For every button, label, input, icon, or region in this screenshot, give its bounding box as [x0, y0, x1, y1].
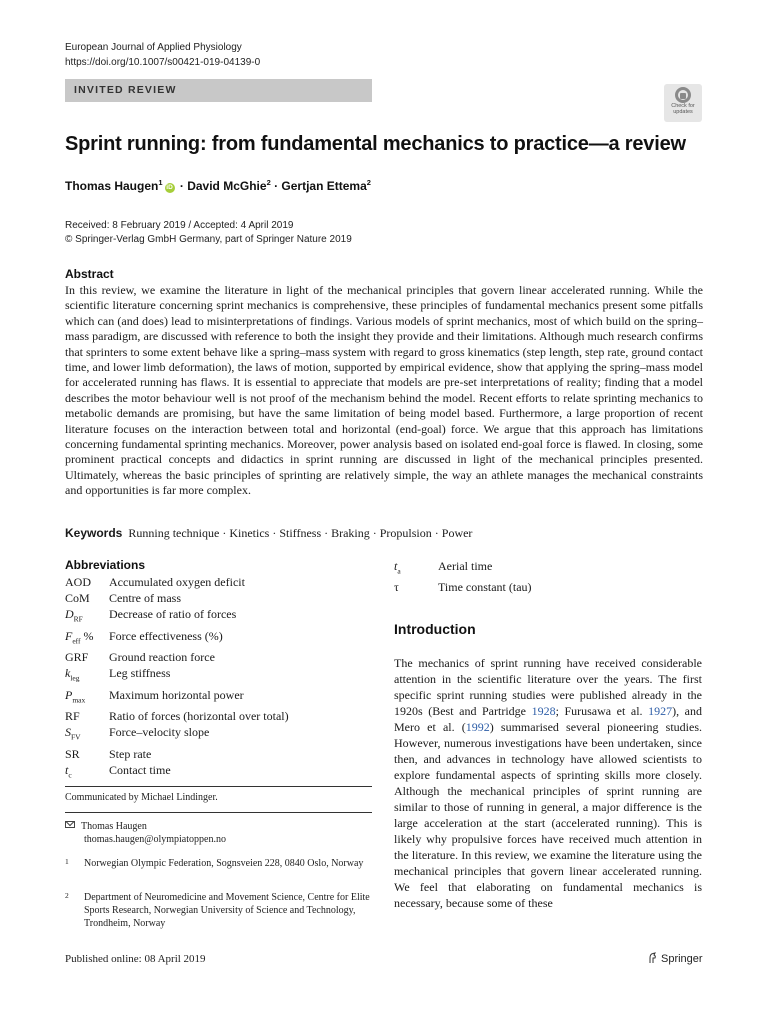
abbreviation-definition: Centre of mass [109, 591, 181, 606]
abbreviation-row [65, 649, 289, 665]
crossmark-line1: Check for [671, 103, 695, 109]
journal-name: European Journal of Applied Physiology [65, 42, 242, 53]
abbreviation-term-base: P [65, 687, 73, 702]
abbreviation-term-base: CoM [65, 591, 90, 606]
springer-horse-icon [648, 952, 657, 964]
author-affil-sup: 1 [158, 178, 163, 187]
abbreviation-row [65, 606, 289, 627]
introduction-text [394, 655, 702, 911]
abbreviation-term-base: τ [394, 580, 399, 595]
abbreviation-term-base: F [65, 628, 73, 643]
corresponding-author [65, 820, 226, 846]
article-dates [65, 219, 352, 247]
footnote-divider [65, 812, 372, 813]
abbreviations-table-right [394, 558, 532, 596]
abbreviation-term [65, 665, 109, 686]
abbreviation-definition: Force effectiveness (%) [109, 628, 223, 643]
abbreviation-term [65, 649, 109, 665]
intro-text-part: ) summarised several pioneering studies. However, numerous investigations have been undertaken, since then, and advances in technology have allowed scientists to explore fundamental aspects of sprinting skills more closely. Although the mechanical principles of sprint running are similar to those of running in general, a major difference is the large acceleration at the start (accelerated running). This is likely why propulsive forces have received much attention in the literature. In this review, we examine the literature using the mechanical principles that govern linear accelerated running. We feel that elaborating on fundamental mechanics is necessary, because some of these [394, 720, 702, 910]
abbreviation-row [65, 687, 289, 708]
abstract-heading: Abstract [65, 267, 114, 281]
abbreviation-term [394, 579, 438, 595]
abbreviation-row [394, 579, 532, 595]
abbreviation-definition: Aerial time [438, 559, 493, 573]
abstract-text: In this review, we examine the literature in light of the mechanical principles that govern linear accelerated running. While the scientific literature concerning sprint mechanics is comprehensive, these principles of fundamental mechanics present some pitfalls which can (and does) lead to misinterpretations of findings. Various models of sprint mechanics, most of which build on the spring–mass paradigm, are discussed with reference to both the insight they provide and their limitations. Although much research confirms that sprinters to some extent behave like a spring–mass system with regard to gross kinematics (step length, step rate, ground contact time, and lower limb deformation), the laws of motion, supported by empirical evidence, show that applying the spring–mass model for accelerated running has flaws. It is essential to appreciate that models are pre-set interpretations of reality; finding that a model describes the motor behaviour well is not proof of the mechanism behind the model. Recent efforts to relate sprinting mechanics to metabolic demands are promising, but have the same limitation of being model based. Furthermore, a large proportion of recent literature focuses on the interaction between total and horizontal (end-goal) force. We argue that this approach has limitations concerning fundamental sprinting mechanics. Moreover, power analysis based on isolated end-goal force is flawed. In closing, some prominent practical concepts and didactics in sprint running are discussed in light of the mechanical principles presented. Ultimately, whereas the basic principles of sprinting are relatively simple, the way an athlete manages the mechanical constraints and opportunities is far more complex. [65, 283, 703, 498]
abbreviation-term [65, 574, 109, 590]
abbreviation-row [65, 724, 289, 745]
keywords-label: Keywords [65, 526, 123, 540]
affiliation-number: 2 [65, 891, 69, 900]
abbreviation-definition: Ground reaction force [109, 650, 215, 665]
abbreviation-row [65, 762, 289, 783]
abbreviation-row [394, 558, 532, 579]
abbreviation-definition: Leg stiffness [109, 666, 171, 681]
corresponding-name: Thomas Haugen [81, 821, 147, 832]
abbreviation-term-base: D [65, 607, 74, 622]
abbreviation-term-base: S [65, 725, 71, 740]
author-affil-sup: 2 [366, 178, 371, 187]
crossmark-icon [675, 87, 691, 103]
crossmark-line2: updates [673, 109, 693, 115]
abbreviation-term [65, 708, 109, 724]
abbreviation-term-subscript: RF [73, 614, 83, 624]
abbreviation-term-suffix: % [80, 628, 94, 643]
abbreviation-term [65, 590, 109, 606]
abbreviation-definition: Decrease of ratio of forces [109, 607, 237, 622]
orcid-icon[interactable]: iD [166, 184, 173, 191]
mail-icon [65, 821, 75, 828]
keywords-text: Running technique · Kinetics · Stiffness · Braking · Propulsion · Power [128, 526, 473, 540]
abbreviation-term-subscript: max [72, 695, 86, 705]
abbreviation-definition: Ratio of forces (horizontal over total) [109, 709, 289, 724]
abbreviation-definition: Time constant (tau) [438, 580, 532, 595]
abbreviation-term-base: t [65, 762, 69, 777]
publisher-name: Springer [661, 953, 703, 965]
abbreviation-definition: Force–velocity slope [109, 725, 210, 740]
keywords-line [65, 526, 472, 541]
abbreviation-term-base: k [65, 666, 71, 681]
intro-text-part: ), and Mero et al. ( [394, 704, 703, 734]
affiliation-number: 1 [65, 857, 69, 866]
abbreviation-definition: Step rate [109, 746, 152, 761]
abbreviation-term-base: RF [65, 709, 80, 724]
citation-link[interactable]: 1928 [531, 704, 556, 718]
abbreviation-term [65, 746, 109, 762]
affiliation-text: Norwegian Olympic Federation, Sognsveien 228, 0840 Oslo, Norway [84, 858, 364, 869]
abbreviation-term-base: AOD [65, 575, 91, 589]
abbreviation-row [65, 708, 289, 724]
journal-header [65, 40, 260, 70]
received-accepted: Received: 8 February 2019 / Accepted: 4 April 2019 [65, 220, 294, 231]
abbreviation-term-base: t [394, 559, 398, 573]
intro-text-part: The mechanics of sprint running have received considerable attention in the scientific literature over the years. The first specific sprint running studies were published already in the 1920s (Best and Partridge [394, 656, 702, 718]
copyright-line: © Springer-Verlag GmbH Germany, part of Springer Nature 2019 [65, 234, 352, 245]
affiliation-text: Department of Neuromedicine and Movement Science, Centre for Elite Sports Research, Norwegian University of Science and Technology, Trondheim, Norway [84, 892, 370, 929]
abbreviation-term [65, 762, 109, 783]
article-type-band [65, 79, 372, 102]
author-affil-sup: 2 [266, 178, 271, 187]
abbreviation-row [65, 628, 289, 649]
abbreviation-definition: Accumulated oxygen deficit [109, 575, 245, 589]
communicated-by: Communicated by Michael Lindinger. [65, 792, 218, 803]
abbreviations-heading: Abbreviations [65, 558, 146, 572]
check-for-updates-badge[interactable] [664, 84, 702, 122]
abbreviation-row [65, 746, 289, 762]
publisher-logo [648, 952, 703, 965]
abbreviations-table-left [65, 574, 289, 783]
abbreviation-row [65, 665, 289, 686]
abbreviation-term [65, 724, 109, 745]
author-list: Thomas Haugen$^1$iD · David McGhie$^2$ · Gertjan Ettema$^2$ [65, 178, 371, 193]
abbreviation-term [65, 687, 109, 708]
abbreviation-term-subscript: a [397, 566, 401, 576]
abbreviation-term [65, 628, 109, 649]
abbreviation-term-subscript: leg [70, 673, 80, 683]
abbreviation-term-base: SR [65, 746, 80, 761]
article-title: Sprint running: from fundamental mechanics to practice—a review [65, 133, 686, 155]
footnote-divider [65, 786, 372, 787]
author-name[interactable]: David McGhie [187, 179, 267, 193]
abbreviation-term [394, 558, 438, 579]
abbreviation-term-subscript: c [68, 770, 72, 780]
introduction-heading: Introduction [394, 621, 476, 637]
article-type-label: INVITED REVIEW [74, 84, 177, 96]
citation-link[interactable]: 1927 [648, 704, 673, 718]
abbreviation-term-subscript: FV [71, 732, 81, 742]
abbreviation-row [65, 574, 289, 590]
abbreviation-term [65, 606, 109, 627]
abbreviation-definition: Maximum horizontal power [109, 687, 244, 702]
intro-text-part: ; Furusawa et al. [555, 704, 649, 718]
abbreviation-row [65, 590, 289, 606]
doi-link[interactable]: https://doi.org/10.1007/s00421-019-04139-0 [65, 57, 261, 68]
author-name[interactable]: Thomas Haugen [65, 179, 159, 193]
citation-link[interactable]: 1992 [465, 720, 490, 734]
author-name[interactable]: Gertjan Ettema [281, 179, 367, 193]
published-online: Published online: 08 April 2019 [65, 953, 206, 965]
abbreviation-definition: Contact time [109, 762, 171, 777]
corresponding-email[interactable]: thomas.haugen@olympiatoppen.no [84, 834, 226, 845]
abbreviation-term-subscript: eff [72, 636, 81, 646]
abbreviation-term-base: GRF [65, 650, 89, 665]
